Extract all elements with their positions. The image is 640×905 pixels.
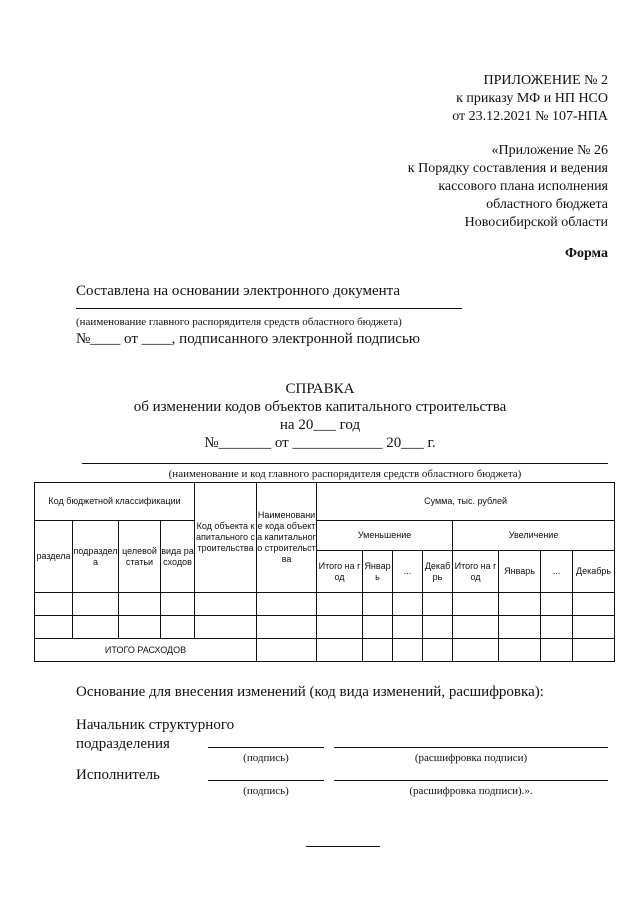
gr-caption: (наименование главного распорядителя средств областного бюджета) [76,316,402,328]
executor-sign-caption: (подпись) [243,785,289,797]
boss-decode-caption: (расшифровка подписи) [414,752,528,764]
header-expense-type: вида расходов [161,521,195,593]
total-row [35,639,615,662]
prilozhenie-line2: к Порядку составления и ведения [407,161,608,176]
blank-line-2 [82,463,608,464]
header-inc-dots: ... [541,551,573,593]
gr-caption-2: (наименование и код главного распорядителя средств областного бюджета) [168,468,522,480]
appendix-block [308,72,608,126]
header-inc-jan: Январь [499,551,541,593]
header-inc-dec: Декабрь [573,551,615,593]
boss-sign-caption: (подпись) [243,752,289,764]
doc-number: №_______ от ____________ 20___ г. [204,435,436,451]
prilozhenie-line5: Новосибирской области [464,215,608,230]
boss-decode-line [334,747,608,748]
executor-label: Исполнитель [76,767,160,783]
prilozhenie-line4: областного бюджета [486,197,608,212]
signed-text: №____ от ____, подписанного электронной подписью [76,331,420,347]
header-target: целевой статьи [119,521,161,593]
changes-table [34,482,615,662]
header-decrease: Уменьшение [317,521,453,551]
header-dec-dots: ... [393,551,423,593]
header-increase: Увеличение [453,521,615,551]
prilozhenie-line1: «Приложение № 26 [491,143,608,158]
boss-sign-line [208,747,324,748]
prilozhenie-line3: кассового плана исполнения [438,179,608,194]
total-label: ИТОГО РАСХОДОВ [35,639,257,662]
header-dec-total: Итого на год [317,551,363,593]
header-inc-total: Итого на год [453,551,499,593]
header-object-code: Код объекта капитального строительства [195,483,257,593]
header-kbk: Код бюджетной классификации [35,483,195,521]
blank-line [76,308,462,309]
doc-subtitle: об изменении кодов объектов капитального строительства [133,399,507,415]
basis-text: Составлена на основании электронного документа [76,283,401,299]
boss-label-line2: подразделения [76,736,170,752]
reason-text: Основание для внесения изменений (код вида изменений, расшифровка): [76,684,544,700]
header-dec-jan: Январь [363,551,393,593]
header-dec-dec: Декабрь [423,551,453,593]
boss-label-line1: Начальник структурного [76,717,235,733]
form-label: Форма [564,246,608,261]
doc-year: на 20___ год [279,417,361,433]
table-row [35,616,615,639]
header-podrazdel: подраздела [73,521,119,593]
prilozhenie-block [308,142,608,232]
appendix-line3: от 23.12.2021 № 107-НПА [452,109,608,124]
header-object-name: Наименование кода объекта капитального строительства [257,483,317,593]
appendix-line1: ПРИЛОЖЕНИЕ № 2 [483,73,608,88]
header-razdel: раздела [35,521,73,593]
end-line [306,846,380,847]
executor-decode-caption: (расшифровка подписи).». [409,785,533,797]
executor-sign-line [208,780,324,781]
appendix-line2: к приказу МФ и НП НСО [456,91,608,106]
executor-decode-line [334,780,608,781]
table-row [35,593,615,616]
header-sum: Сумма, тыс. рублей [317,483,615,521]
doc-title: СПРАВКА [285,381,355,397]
